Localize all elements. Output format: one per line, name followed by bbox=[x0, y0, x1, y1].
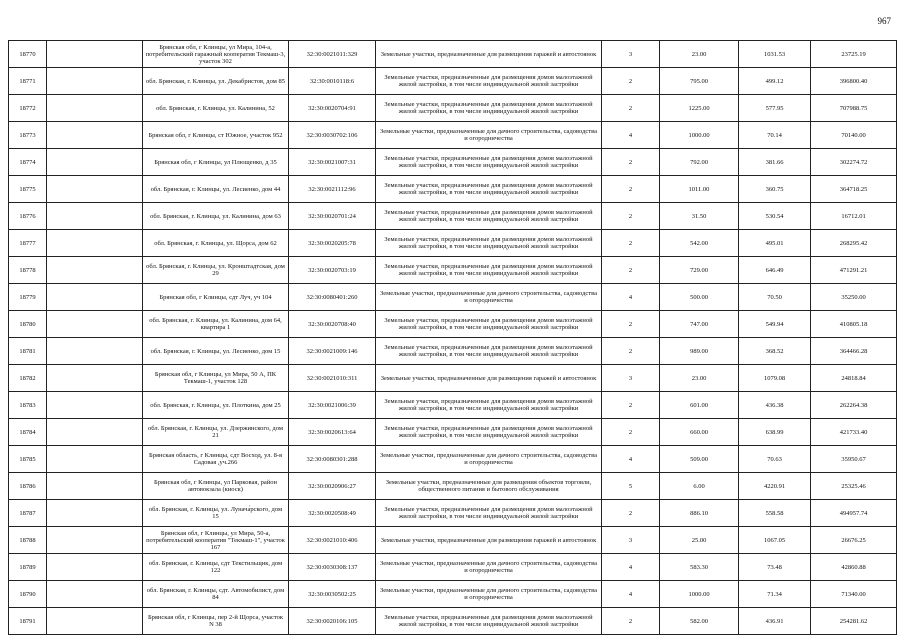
group-cell: 2 bbox=[602, 257, 660, 284]
specific-value-cell: 436.91 bbox=[739, 608, 811, 635]
specific-value-cell: 4220.91 bbox=[739, 473, 811, 500]
specific-value-cell: 1031.53 bbox=[739, 41, 811, 68]
address-cell: Брянская обл, г Клинцы, ул Мира, 50 А, ПК Текмаш-1, участок 128 bbox=[143, 365, 289, 392]
specific-value-cell: 499.12 bbox=[739, 68, 811, 95]
table-body bbox=[9, 41, 897, 635]
cadastral-value-cell: 16712.01 bbox=[811, 203, 897, 230]
cadastral-number-cell: 32:30:0020906:27 bbox=[289, 473, 376, 500]
row-id: 18780 bbox=[9, 311, 47, 338]
blank-cell bbox=[47, 149, 143, 176]
row-id: 18790 bbox=[9, 581, 47, 608]
cadastral-number-cell: 32:30:0021010:311 bbox=[289, 365, 376, 392]
table-row bbox=[9, 257, 897, 284]
group-cell: 3 bbox=[602, 527, 660, 554]
cadastral-value-cell: 42860.88 bbox=[811, 554, 897, 581]
area-cell: 1225.00 bbox=[660, 95, 739, 122]
row-id: 18773 bbox=[9, 122, 47, 149]
cadastral-number-cell: 32:30:0020106:105 bbox=[289, 608, 376, 635]
area-cell: 989.00 bbox=[660, 338, 739, 365]
table-row bbox=[9, 149, 897, 176]
cadastral-number-cell: 32:30:0020704:91 bbox=[289, 95, 376, 122]
address-cell: обл. Брянская, г. Клинцы, сдт Текстильщик, дом 122 bbox=[143, 554, 289, 581]
group-cell: 2 bbox=[602, 95, 660, 122]
group-cell: 4 bbox=[602, 284, 660, 311]
land-use-cell: Земельные участки, предназначенные для дачного строительства, садоводства и огородничества bbox=[376, 122, 602, 149]
area-cell: 582.00 bbox=[660, 608, 739, 635]
table-row bbox=[9, 95, 897, 122]
address-cell: обл. Брянская, г. Клинцы, сдт. Автомобилист, дом 84 bbox=[143, 581, 289, 608]
cadastral-number-cell: 32:30:0021009:146 bbox=[289, 338, 376, 365]
area-cell: 542.00 bbox=[660, 230, 739, 257]
specific-value-cell: 1067.05 bbox=[739, 527, 811, 554]
area-cell: 886.10 bbox=[660, 500, 739, 527]
land-use-cell: Земельные участки, предназначенные для размещения домов малоэтажной жилой застройки, в том числе индивидуальной жилой застройки bbox=[376, 500, 602, 527]
cadastral-number-cell: 32:30:0080401:260 bbox=[289, 284, 376, 311]
group-cell: 2 bbox=[602, 608, 660, 635]
group-cell: 2 bbox=[602, 149, 660, 176]
table-row bbox=[9, 122, 897, 149]
table-row bbox=[9, 527, 897, 554]
table-row bbox=[9, 230, 897, 257]
blank-cell bbox=[47, 176, 143, 203]
group-cell: 2 bbox=[602, 392, 660, 419]
specific-value-cell: 530.54 bbox=[739, 203, 811, 230]
table-row bbox=[9, 311, 897, 338]
land-use-cell: Земельные участки, предназначенные для размещения гаражей и автостоянок bbox=[376, 365, 602, 392]
cadastral-value-cell: 268295.42 bbox=[811, 230, 897, 257]
land-use-cell: Земельные участки, предназначенные для дачного строительства, садоводства и огородничества bbox=[376, 284, 602, 311]
cadastral-number-cell: 32:30:0021010:406 bbox=[289, 527, 376, 554]
table-row bbox=[9, 365, 897, 392]
row-id: 18779 bbox=[9, 284, 47, 311]
address-cell: обл. Брянская, г. Клинцы, ул. Декабристов, дом 85 bbox=[143, 68, 289, 95]
area-cell: 583.30 bbox=[660, 554, 739, 581]
table-row bbox=[9, 176, 897, 203]
area-cell: 25.00 bbox=[660, 527, 739, 554]
row-id: 18777 bbox=[9, 230, 47, 257]
cadastral-number-cell: 32:30:0020613:64 bbox=[289, 419, 376, 446]
cadastral-number-cell: 32:30:0021007:31 bbox=[289, 149, 376, 176]
cadastral-value-cell: 254281.62 bbox=[811, 608, 897, 635]
row-id: 18787 bbox=[9, 500, 47, 527]
group-cell: 4 bbox=[602, 446, 660, 473]
cadastral-value-cell: 707988.75 bbox=[811, 95, 897, 122]
group-cell: 2 bbox=[602, 338, 660, 365]
land-use-cell: Земельные участки, предназначенные для размещения домов малоэтажной жилой застройки, в том числе индивидуальной жилой застройки bbox=[376, 311, 602, 338]
area-cell: 729.00 bbox=[660, 257, 739, 284]
land-use-cell: Земельные участки, предназначенные для размещения домов малоэтажной жилой застройки, в том числе индивидуальной жилой застройки bbox=[376, 203, 602, 230]
cadastral-value-cell: 25325.46 bbox=[811, 473, 897, 500]
group-cell: 4 bbox=[602, 581, 660, 608]
cadastral-value-cell: 364466.28 bbox=[811, 338, 897, 365]
area-cell: 660.00 bbox=[660, 419, 739, 446]
blank-cell bbox=[47, 608, 143, 635]
land-use-cell: Земельные участки, предназначенные для размещения домов малоэтажной жилой застройки, в том числе индивидуальной жилой застройки bbox=[376, 338, 602, 365]
address-cell: Брянская обл, г Клинцы, пер 2-й Щорса, участок N 38 bbox=[143, 608, 289, 635]
address-cell: Брянская обл, г Клинцы, ул Мира, 104-а, потребительский гаражный кооператив Текмаш-3, участок 302 bbox=[143, 41, 289, 68]
blank-cell bbox=[47, 581, 143, 608]
address-cell: Брянская обл, г Клинцы, сдт Луч, уч 104 bbox=[143, 284, 289, 311]
row-id: 18774 bbox=[9, 149, 47, 176]
address-cell: Брянская область, г Клинцы, сдт Восход, ул. 8-я Садовая ,уч.266 bbox=[143, 446, 289, 473]
specific-value-cell: 368.52 bbox=[739, 338, 811, 365]
cadastral-value-cell: 302274.72 bbox=[811, 149, 897, 176]
land-use-cell: Земельные участки, предназначенные для размещения домов малоэтажной жилой застройки, в том числе индивидуальной жилой застройки bbox=[376, 608, 602, 635]
area-cell: 500.00 bbox=[660, 284, 739, 311]
land-use-cell: Земельные участки, предназначенные для размещения гаражей и автостоянок bbox=[376, 527, 602, 554]
address-cell: обл. Брянская, г. Клинцы, ул. Плоткина, дом 25 bbox=[143, 392, 289, 419]
address-cell: Брянская обл, г Клинцы, ст Южное, участок 952 bbox=[143, 122, 289, 149]
row-id: 18772 bbox=[9, 95, 47, 122]
specific-value-cell: 638.99 bbox=[739, 419, 811, 446]
land-use-cell: Земельные участки, предназначенные для дачного строительства, садоводства и огородничества bbox=[376, 581, 602, 608]
table-row bbox=[9, 203, 897, 230]
group-cell: 4 bbox=[602, 122, 660, 149]
area-cell: 792.00 bbox=[660, 149, 739, 176]
address-cell: обл. Брянская, г. Клинцы, ул. Лесиенко, дом 44 bbox=[143, 176, 289, 203]
table-row bbox=[9, 419, 897, 446]
land-use-cell: Земельные участки, предназначенные для размещения домов малоэтажной жилой застройки, в том числе индивидуальной жилой застройки bbox=[376, 230, 602, 257]
cadastral-value-cell: 396800.40 bbox=[811, 68, 897, 95]
group-cell: 5 bbox=[602, 473, 660, 500]
blank-cell bbox=[47, 203, 143, 230]
land-use-cell: Земельные участки, предназначенные для размещения домов малоэтажной жилой застройки, в том числе индивидуальной жилой застройки bbox=[376, 149, 602, 176]
row-id: 18785 bbox=[9, 446, 47, 473]
table-row bbox=[9, 68, 897, 95]
blank-cell bbox=[47, 68, 143, 95]
cadastral-number-cell: 32:30:0030702:106 bbox=[289, 122, 376, 149]
row-id: 18789 bbox=[9, 554, 47, 581]
cadastral-number-cell: 32:30:0030308:137 bbox=[289, 554, 376, 581]
specific-value-cell: 558.58 bbox=[739, 500, 811, 527]
page-number: 967 bbox=[877, 16, 891, 26]
table-row bbox=[9, 392, 897, 419]
table-row bbox=[9, 473, 897, 500]
blank-cell bbox=[47, 122, 143, 149]
blank-cell bbox=[47, 473, 143, 500]
area-cell: 1000.00 bbox=[660, 122, 739, 149]
specific-value-cell: 577.95 bbox=[739, 95, 811, 122]
blank-cell bbox=[47, 392, 143, 419]
address-cell: обл. Брянская, г. Клинцы, ул. Кронштадтская, дом 29 bbox=[143, 257, 289, 284]
specific-value-cell: 70.63 bbox=[739, 446, 811, 473]
address-cell: обл. Брянская, г. Клинцы, ул. Калинина, дом 63 bbox=[143, 203, 289, 230]
cadastral-value-cell: 24818.84 bbox=[811, 365, 897, 392]
cadastral-value-cell: 23725.19 bbox=[811, 41, 897, 68]
area-cell: 601.00 bbox=[660, 392, 739, 419]
cadastral-number-cell: 32:30:0021011:329 bbox=[289, 41, 376, 68]
row-id: 18771 bbox=[9, 68, 47, 95]
row-id: 18786 bbox=[9, 473, 47, 500]
cadastral-value-cell: 70140.00 bbox=[811, 122, 897, 149]
cadastral-number-cell: 32:30:0020708:40 bbox=[289, 311, 376, 338]
group-cell: 3 bbox=[602, 41, 660, 68]
cadastral-number-cell: 32:30:0020701:24 bbox=[289, 203, 376, 230]
address-cell: Брянская обл, г Клинцы, ул Мира, 50-а, потребительский кооператив "Текмаш-1", участок 167 bbox=[143, 527, 289, 554]
table-row bbox=[9, 446, 897, 473]
specific-value-cell: 436.38 bbox=[739, 392, 811, 419]
land-use-cell: Земельные участки, предназначенные для размещения домов малоэтажной жилой застройки, в том числе индивидуальной жилой застройки bbox=[376, 392, 602, 419]
address-cell: Брянская обл, г Клинцы, ул Плющенко, д 35 bbox=[143, 149, 289, 176]
cadastral-value-cell: 494957.74 bbox=[811, 500, 897, 527]
cadastral-value-cell: 262264.38 bbox=[811, 392, 897, 419]
specific-value-cell: 70.50 bbox=[739, 284, 811, 311]
cadastral-value-cell: 410805.18 bbox=[811, 311, 897, 338]
group-cell: 2 bbox=[602, 68, 660, 95]
land-use-cell: Земельные участки, предназначенные для размещения домов малоэтажной жилой застройки, в том числе индивидуальной жилой застройки bbox=[376, 95, 602, 122]
specific-value-cell: 381.66 bbox=[739, 149, 811, 176]
cadastral-value-cell: 471291.21 bbox=[811, 257, 897, 284]
table-row bbox=[9, 554, 897, 581]
table-row bbox=[9, 581, 897, 608]
blank-cell bbox=[47, 500, 143, 527]
row-id: 18775 bbox=[9, 176, 47, 203]
table-row bbox=[9, 608, 897, 635]
cadastral-number-cell: 32:30:0020205:78 bbox=[289, 230, 376, 257]
blank-cell bbox=[47, 230, 143, 257]
area-cell: 1011.00 bbox=[660, 176, 739, 203]
cadastral-number-cell: 32:30:0020703:19 bbox=[289, 257, 376, 284]
row-id: 18770 bbox=[9, 41, 47, 68]
group-cell: 2 bbox=[602, 230, 660, 257]
land-use-cell: Земельные участки, предназначенные для размещения домов малоэтажной жилой застройки, в том числе индивидуальной жилой застройки bbox=[376, 419, 602, 446]
land-use-cell: Земельные участки, предназначенные для размещения гаражей и автостоянок bbox=[376, 41, 602, 68]
area-cell: 795.00 bbox=[660, 68, 739, 95]
cadastral-value-cell: 26676.25 bbox=[811, 527, 897, 554]
area-cell: 31.50 bbox=[660, 203, 739, 230]
blank-cell bbox=[47, 365, 143, 392]
cadastral-value-table bbox=[8, 40, 897, 635]
specific-value-cell: 73.48 bbox=[739, 554, 811, 581]
row-id: 18788 bbox=[9, 527, 47, 554]
row-id: 18781 bbox=[9, 338, 47, 365]
cadastral-value-cell: 35950.67 bbox=[811, 446, 897, 473]
specific-value-cell: 360.75 bbox=[739, 176, 811, 203]
land-use-cell: Земельные участки, предназначенные для размещения домов малоэтажной жилой застройки, в том числе индивидуальной жилой застройки bbox=[376, 68, 602, 95]
specific-value-cell: 646.49 bbox=[739, 257, 811, 284]
row-id: 18778 bbox=[9, 257, 47, 284]
cadastral-number-cell: 32:30:0080301:288 bbox=[289, 446, 376, 473]
blank-cell bbox=[47, 284, 143, 311]
group-cell: 2 bbox=[602, 203, 660, 230]
group-cell: 2 bbox=[602, 176, 660, 203]
land-use-cell: Земельные участки, предназначенные для размещения домов малоэтажной жилой застройки, в том числе индивидуальной жилой застройки bbox=[376, 257, 602, 284]
row-id: 18783 bbox=[9, 392, 47, 419]
blank-cell bbox=[47, 257, 143, 284]
specific-value-cell: 1079.08 bbox=[739, 365, 811, 392]
land-use-cell: Земельные участки, предназначенные для размещения домов малоэтажной жилой застройки, в том числе индивидуальной жилой застройки bbox=[376, 176, 602, 203]
blank-cell bbox=[47, 338, 143, 365]
address-cell: обл. Брянская, г. Клинцы, ул. Лесиенко, дом 15 bbox=[143, 338, 289, 365]
cadastral-number-cell: 32:30:0010118:6 bbox=[289, 68, 376, 95]
blank-cell bbox=[47, 446, 143, 473]
table-row bbox=[9, 500, 897, 527]
address-cell: обл. Брянская, г. Клинцы, ул. Щорса, дом 62 bbox=[143, 230, 289, 257]
group-cell: 4 bbox=[602, 554, 660, 581]
area-cell: 23.00 bbox=[660, 365, 739, 392]
land-use-cell: Земельные участки, предназначенные для дачного строительства, садоводства и огородничества bbox=[376, 554, 602, 581]
group-cell: 2 bbox=[602, 500, 660, 527]
row-id: 18784 bbox=[9, 419, 47, 446]
specific-value-cell: 71.34 bbox=[739, 581, 811, 608]
cadastral-value-cell: 364718.25 bbox=[811, 176, 897, 203]
blank-cell bbox=[47, 527, 143, 554]
specific-value-cell: 495.01 bbox=[739, 230, 811, 257]
row-id: 18791 bbox=[9, 608, 47, 635]
cadastral-number-cell: 32:30:0030502:25 bbox=[289, 581, 376, 608]
land-use-cell: Земельные участки, предназначенные для дачного строительства, садоводства и огородничества bbox=[376, 446, 602, 473]
blank-cell bbox=[47, 41, 143, 68]
land-use-cell: Земельные участки, предназначенные для размещения объектов торговли, общественного питания и бытового обслуживания bbox=[376, 473, 602, 500]
table-row bbox=[9, 284, 897, 311]
blank-cell bbox=[47, 311, 143, 338]
address-cell: обл. Брянская, г. Клинцы, ул. Дзержинского, дом 21 bbox=[143, 419, 289, 446]
specific-value-cell: 549.94 bbox=[739, 311, 811, 338]
specific-value-cell: 70.14 bbox=[739, 122, 811, 149]
cadastral-value-cell: 421733.40 bbox=[811, 419, 897, 446]
group-cell: 3 bbox=[602, 365, 660, 392]
table-row bbox=[9, 41, 897, 68]
blank-cell bbox=[47, 95, 143, 122]
row-id: 18782 bbox=[9, 365, 47, 392]
area-cell: 747.00 bbox=[660, 311, 739, 338]
blank-cell bbox=[47, 419, 143, 446]
table-row bbox=[9, 338, 897, 365]
cadastral-value-cell: 71340.00 bbox=[811, 581, 897, 608]
group-cell: 2 bbox=[602, 311, 660, 338]
area-cell: 6.00 bbox=[660, 473, 739, 500]
row-id: 18776 bbox=[9, 203, 47, 230]
address-cell: обл. Брянская, г. Клинцы, ул. Лунача́рского, дом 15 bbox=[143, 500, 289, 527]
group-cell: 2 bbox=[602, 419, 660, 446]
cadastral-number-cell: 32:30:0021006:39 bbox=[289, 392, 376, 419]
area-cell: 23.00 bbox=[660, 41, 739, 68]
address-cell: обл. Брянская, г. Клинцы, ул. Калинина, дом 64, квартира 1 bbox=[143, 311, 289, 338]
cadastral-value-cell: 35250.00 bbox=[811, 284, 897, 311]
area-cell: 509.00 bbox=[660, 446, 739, 473]
address-cell: обл. Брянская, г. Клинцы, ул. Калинина, 52 bbox=[143, 95, 289, 122]
cadastral-number-cell: 32:30:0020508:49 bbox=[289, 500, 376, 527]
blank-cell bbox=[47, 554, 143, 581]
address-cell: Брянская обл, г Клинцы, ул Парковая, район автовокзала (киоск) bbox=[143, 473, 289, 500]
area-cell: 1000.00 bbox=[660, 581, 739, 608]
cadastral-number-cell: 32:30:0021112:96 bbox=[289, 176, 376, 203]
